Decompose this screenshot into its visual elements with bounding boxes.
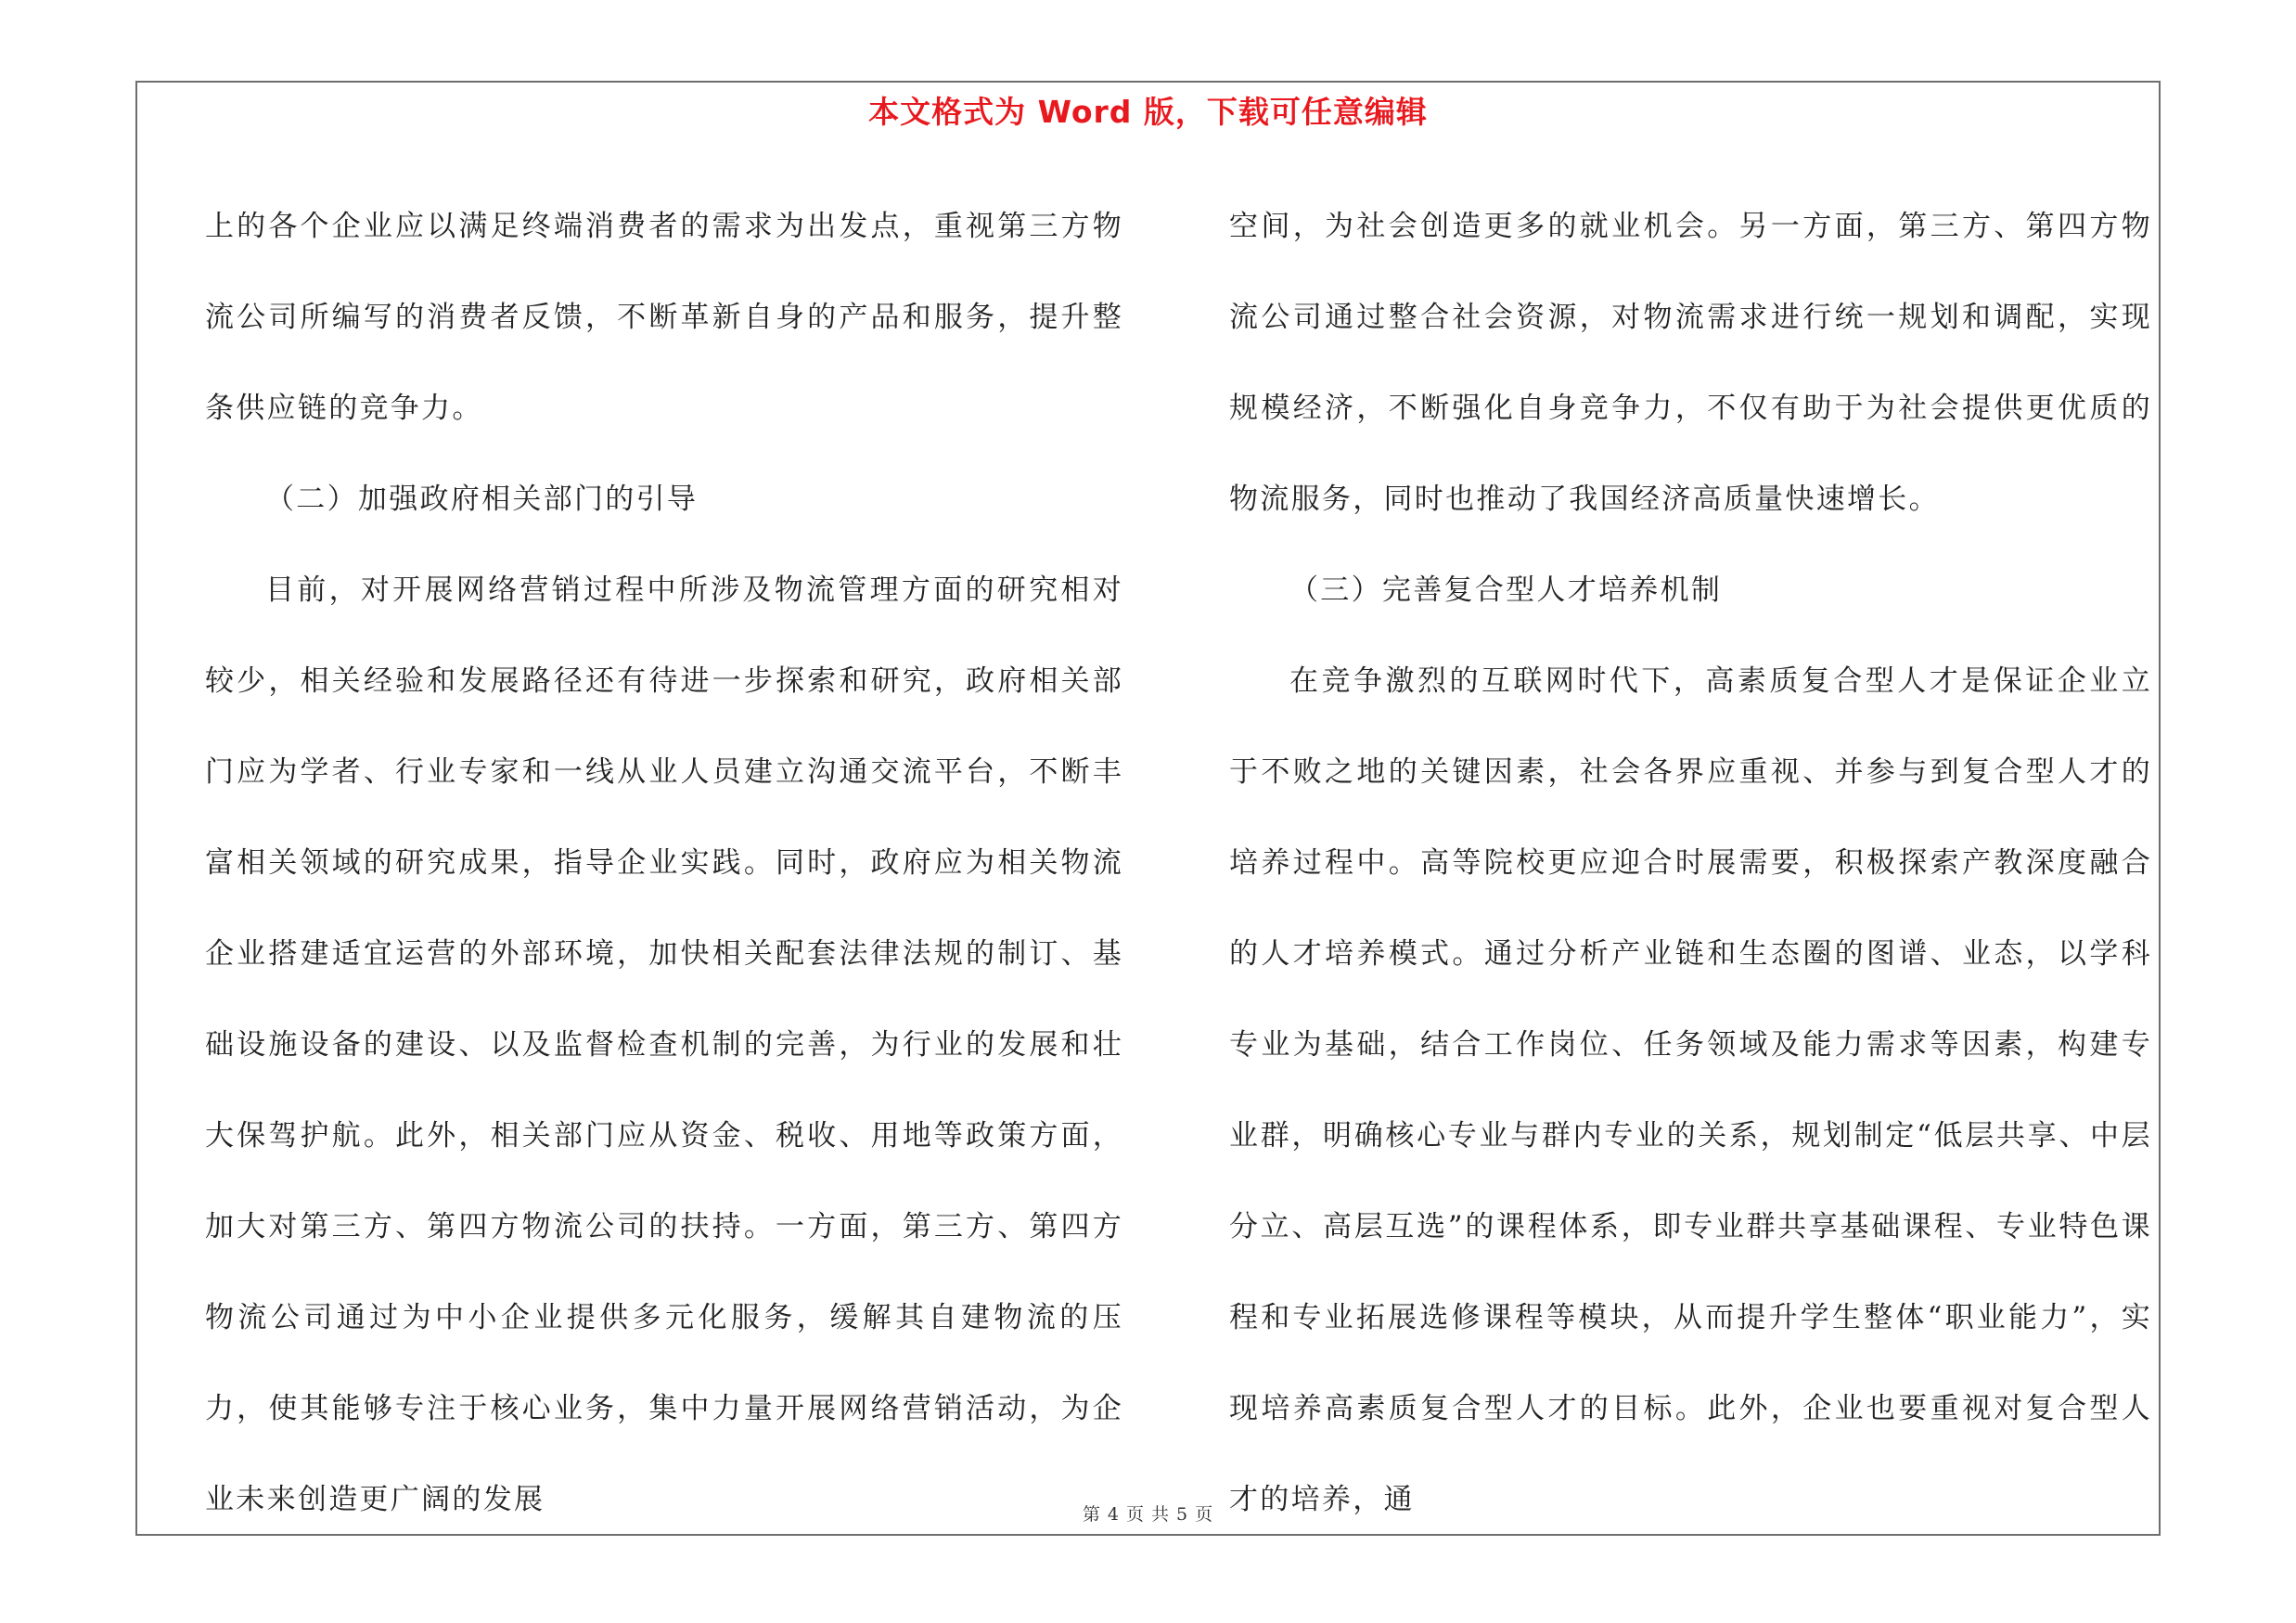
section-heading-2: （二）加强政府相关部门的引导 — [265, 483, 699, 516]
section-heading-3: （三）完善复合型人才培养机制 — [1289, 573, 1723, 607]
format-banner: 本文格式为 Word 版，下载可任意编辑 — [868, 94, 1428, 130]
right-column — [1229, 181, 2152, 1545]
left-paragraph-government: 目前，对开展网络营销过程中所涉及物流管理方面的研究相对较少，相关经验和发展路径还有待进一步探索和研究，政府相关部门应为学者、行业专家和一线从业人员建立沟通交流平台，不断丰富相关领域的研究成果，指导企业实践。同时，政府应为相关物流企业搭建适宜运营的外部环境，加快相关配套法律法规的制订、基础设施设备的建设、以及监督检查机制的完善，为行业的发展和壮大保驾护航。此外，相关部门应从资金、税收、用地等政策方面，加大对第三方、第四方物流公司的扶持。一方面，第三方、第四方物流公司通过为中小企业提供多元化服务，缓解其自建物流的压力，使其能够专注于核心业务，集中力量开展网络营销活动，为企业未来创造更广阔的发展 — [205, 573, 1123, 1516]
page-number-footer: 第 4 页 共 5 页 — [1082, 1504, 1214, 1525]
left-column — [205, 181, 1123, 1545]
right-paragraph-talent: 在竞争激烈的互联网时代下，高素质复合型人才是保证企业立于不败之地的关键因素，社会各界应重视、并参与到复合型人才的培养过程中。高等院校更应迎合时展需要，积极探索产教深度融合的人才培养模式。通过分析产业链和生态圈的图谱、业态，以学科专业为基础，结合工作岗位、任务领域及能力需求等因素，构建专业群，明确核心专业与群内专业的关系，规划制定“低层共享、中层分立、高层互选”的课程体系，即专业群共享基础课程、专业特色课程和专业拓展选修课程等模块，从而提升学生整体“职业能力”，实现培养高素质复合型人才的目标。此外，企业也要重视对复合型人才的培养，通 — [1229, 664, 2152, 1516]
left-paragraph-continued: 上的各个企业应以满足终端消费者的需求为出发点，重视第三方物流公司所编写的消费者反馈，不断革新自身的产品和服务，提升整条供应链的竞争力。 — [205, 210, 1123, 425]
right-paragraph-continued: 空间，为社会创造更多的就业机会。另一方面，第三方、第四方物流公司通过整合社会资源，对物流需求进行统一规划和调配，实现规模经济，不断强化自身竞争力，不仅有助于为社会提供更优质的物流服务，同时也推动了我国经济高质量快速增长。 — [1229, 210, 2152, 516]
